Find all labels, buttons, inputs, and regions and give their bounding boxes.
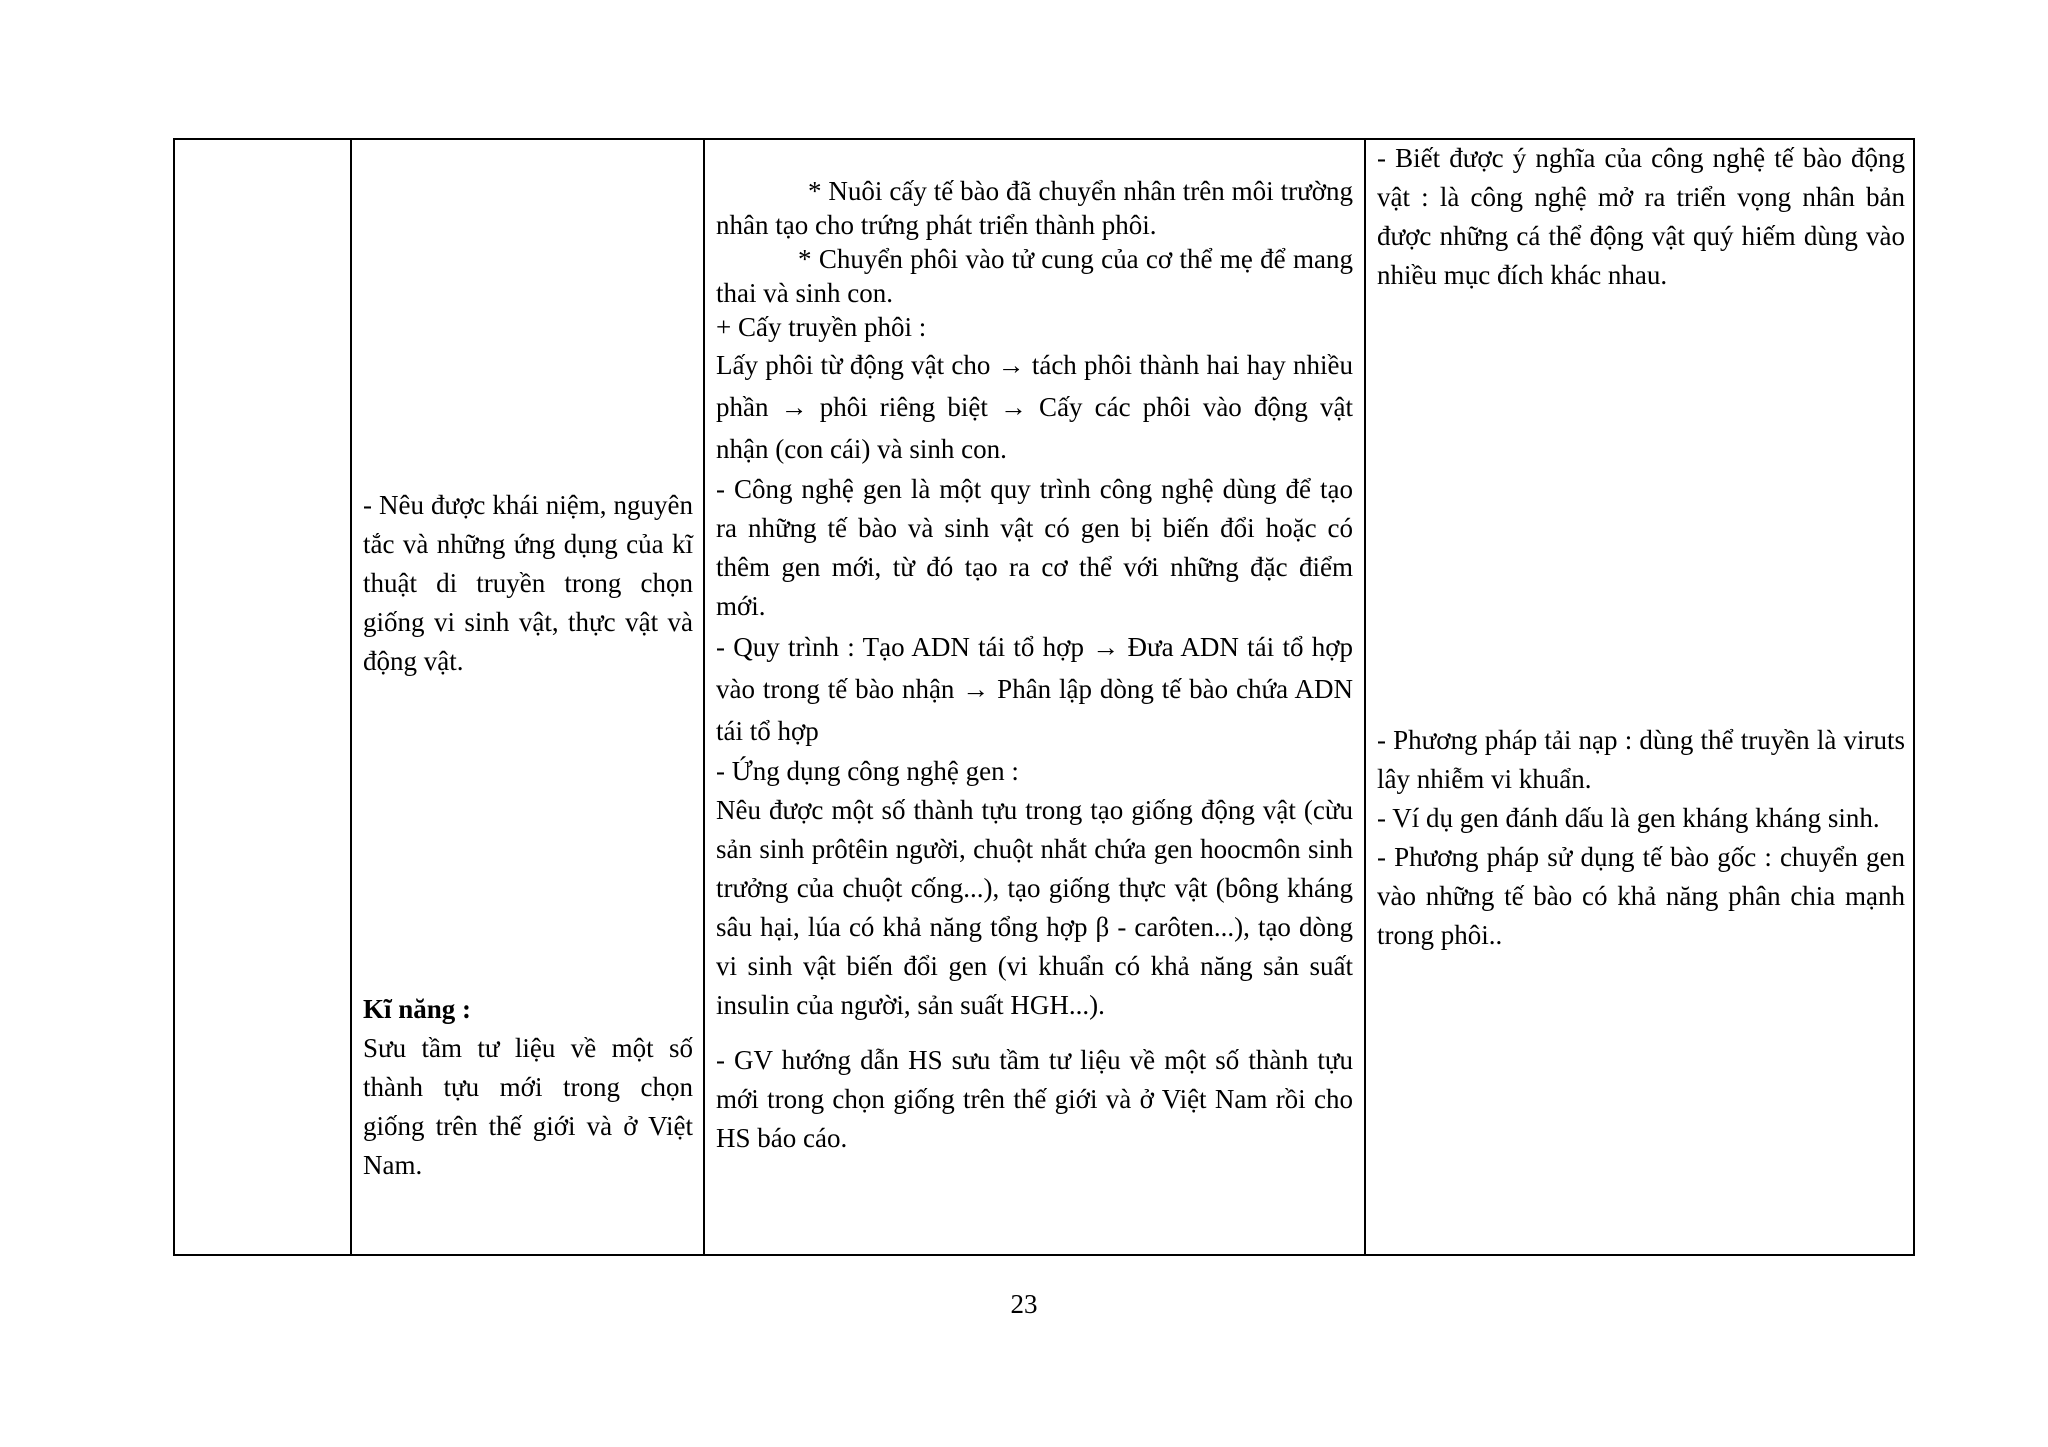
notes-cell	[1377, 140, 1905, 1254]
content-paragraph: - GV hướng dẫn HS sưu tầm tư liệu về một số thành tựu mới trong chọn giống trên thế giới và ở Việt Nam rồi cho HS báo cáo.	[716, 1045, 1353, 1153]
content-paragraph: - Ứng dụng công nghệ gen :	[716, 756, 1019, 786]
note-paragraph: - Biết được ý nghĩa của công nghệ tế bào động vật : là công nghệ mở ra triển vọng nhân bản được những cá thể động vật quý hiếm dùng vào nhiều mục đích khác nhau.	[1377, 143, 1905, 290]
knowledge-objective: - Nêu được khái niệm, nguyên tắc và những ứng dụng của kĩ thuật di truyền trong chọn giống vi sinh vật, thực vật và động vật.	[363, 490, 693, 676]
content-paragraph: Nêu được một số thành tựu trong tạo giống động vật (cừu sản sinh prôtêin người, chuột nhắt chứa gen hoocmôn sinh trưởng của chuột cống...), tạo giống thực vật (bông kháng sâu hại, lúa có khả năng tổng hợp β - carôten...), tạo dòng vi sinh vật biến đổi gen (vi khuẩn có khả năng sản suất insulin của người, sản suất HGH...).	[716, 795, 1353, 1020]
note-paragraph: - Ví dụ gen đánh dấu là gen kháng kháng sinh.	[1377, 803, 1880, 833]
content-paragraph: * Chuyển phôi vào tử cung của cơ thể mẹ để mang thai và sinh con.	[716, 244, 1353, 308]
content-paragraph: Lấy phôi từ động vật cho → tách phôi thành hai hay nhiều phần → phôi riêng biệt → Cấy các phôi vào động vật nhận (con cái) và sinh con.	[716, 350, 1353, 464]
content-cell	[716, 174, 1353, 1158]
objectives-cell	[363, 140, 693, 1254]
skill-heading: Kĩ năng :	[363, 994, 472, 1024]
column-divider	[703, 140, 705, 1254]
column-divider	[1364, 140, 1366, 1254]
topic-cell	[175, 140, 350, 1254]
skill-objective: Sưu tầm tư liệu về một số thành tựu mới trong chọn giống trên thế giới và ở Việt Nam.	[363, 1033, 693, 1180]
note-paragraph: - Phương pháp tải nạp : dùng thể truyền là viruts lây nhiễm vi khuẩn.	[1377, 725, 1905, 794]
column-divider	[350, 140, 352, 1254]
content-paragraph: - Công nghệ gen là một quy trình công nghệ dùng để tạo ra những tế bào và sinh vật có gen bị biến đổi hoặc có thêm gen mới, từ đó tạo ra cơ thể với những đặc điểm mới.	[716, 474, 1353, 621]
content-paragraph: * Nuôi cấy tế bào đã chuyển nhân trên môi trường nhân tạo cho trứng phát triển thành phôi.	[716, 176, 1353, 240]
page-number: 23	[1010, 1289, 1038, 1319]
note-paragraph: - Phương pháp sử dụng tế bào gốc : chuyển gen vào những tế bào có khả năng phân chia mạnh trong phôi..	[1377, 842, 1905, 950]
content-paragraph: - Quy trình : Tạo ADN tái tổ hợp → Đưa ADN tái tổ hợp vào trong tế bào nhận → Phân lập dòng tế bào chứa ADN tái tổ hợp	[716, 632, 1353, 746]
content-table	[173, 138, 1915, 1256]
content-paragraph: + Cấy truyền phôi :	[716, 312, 927, 342]
